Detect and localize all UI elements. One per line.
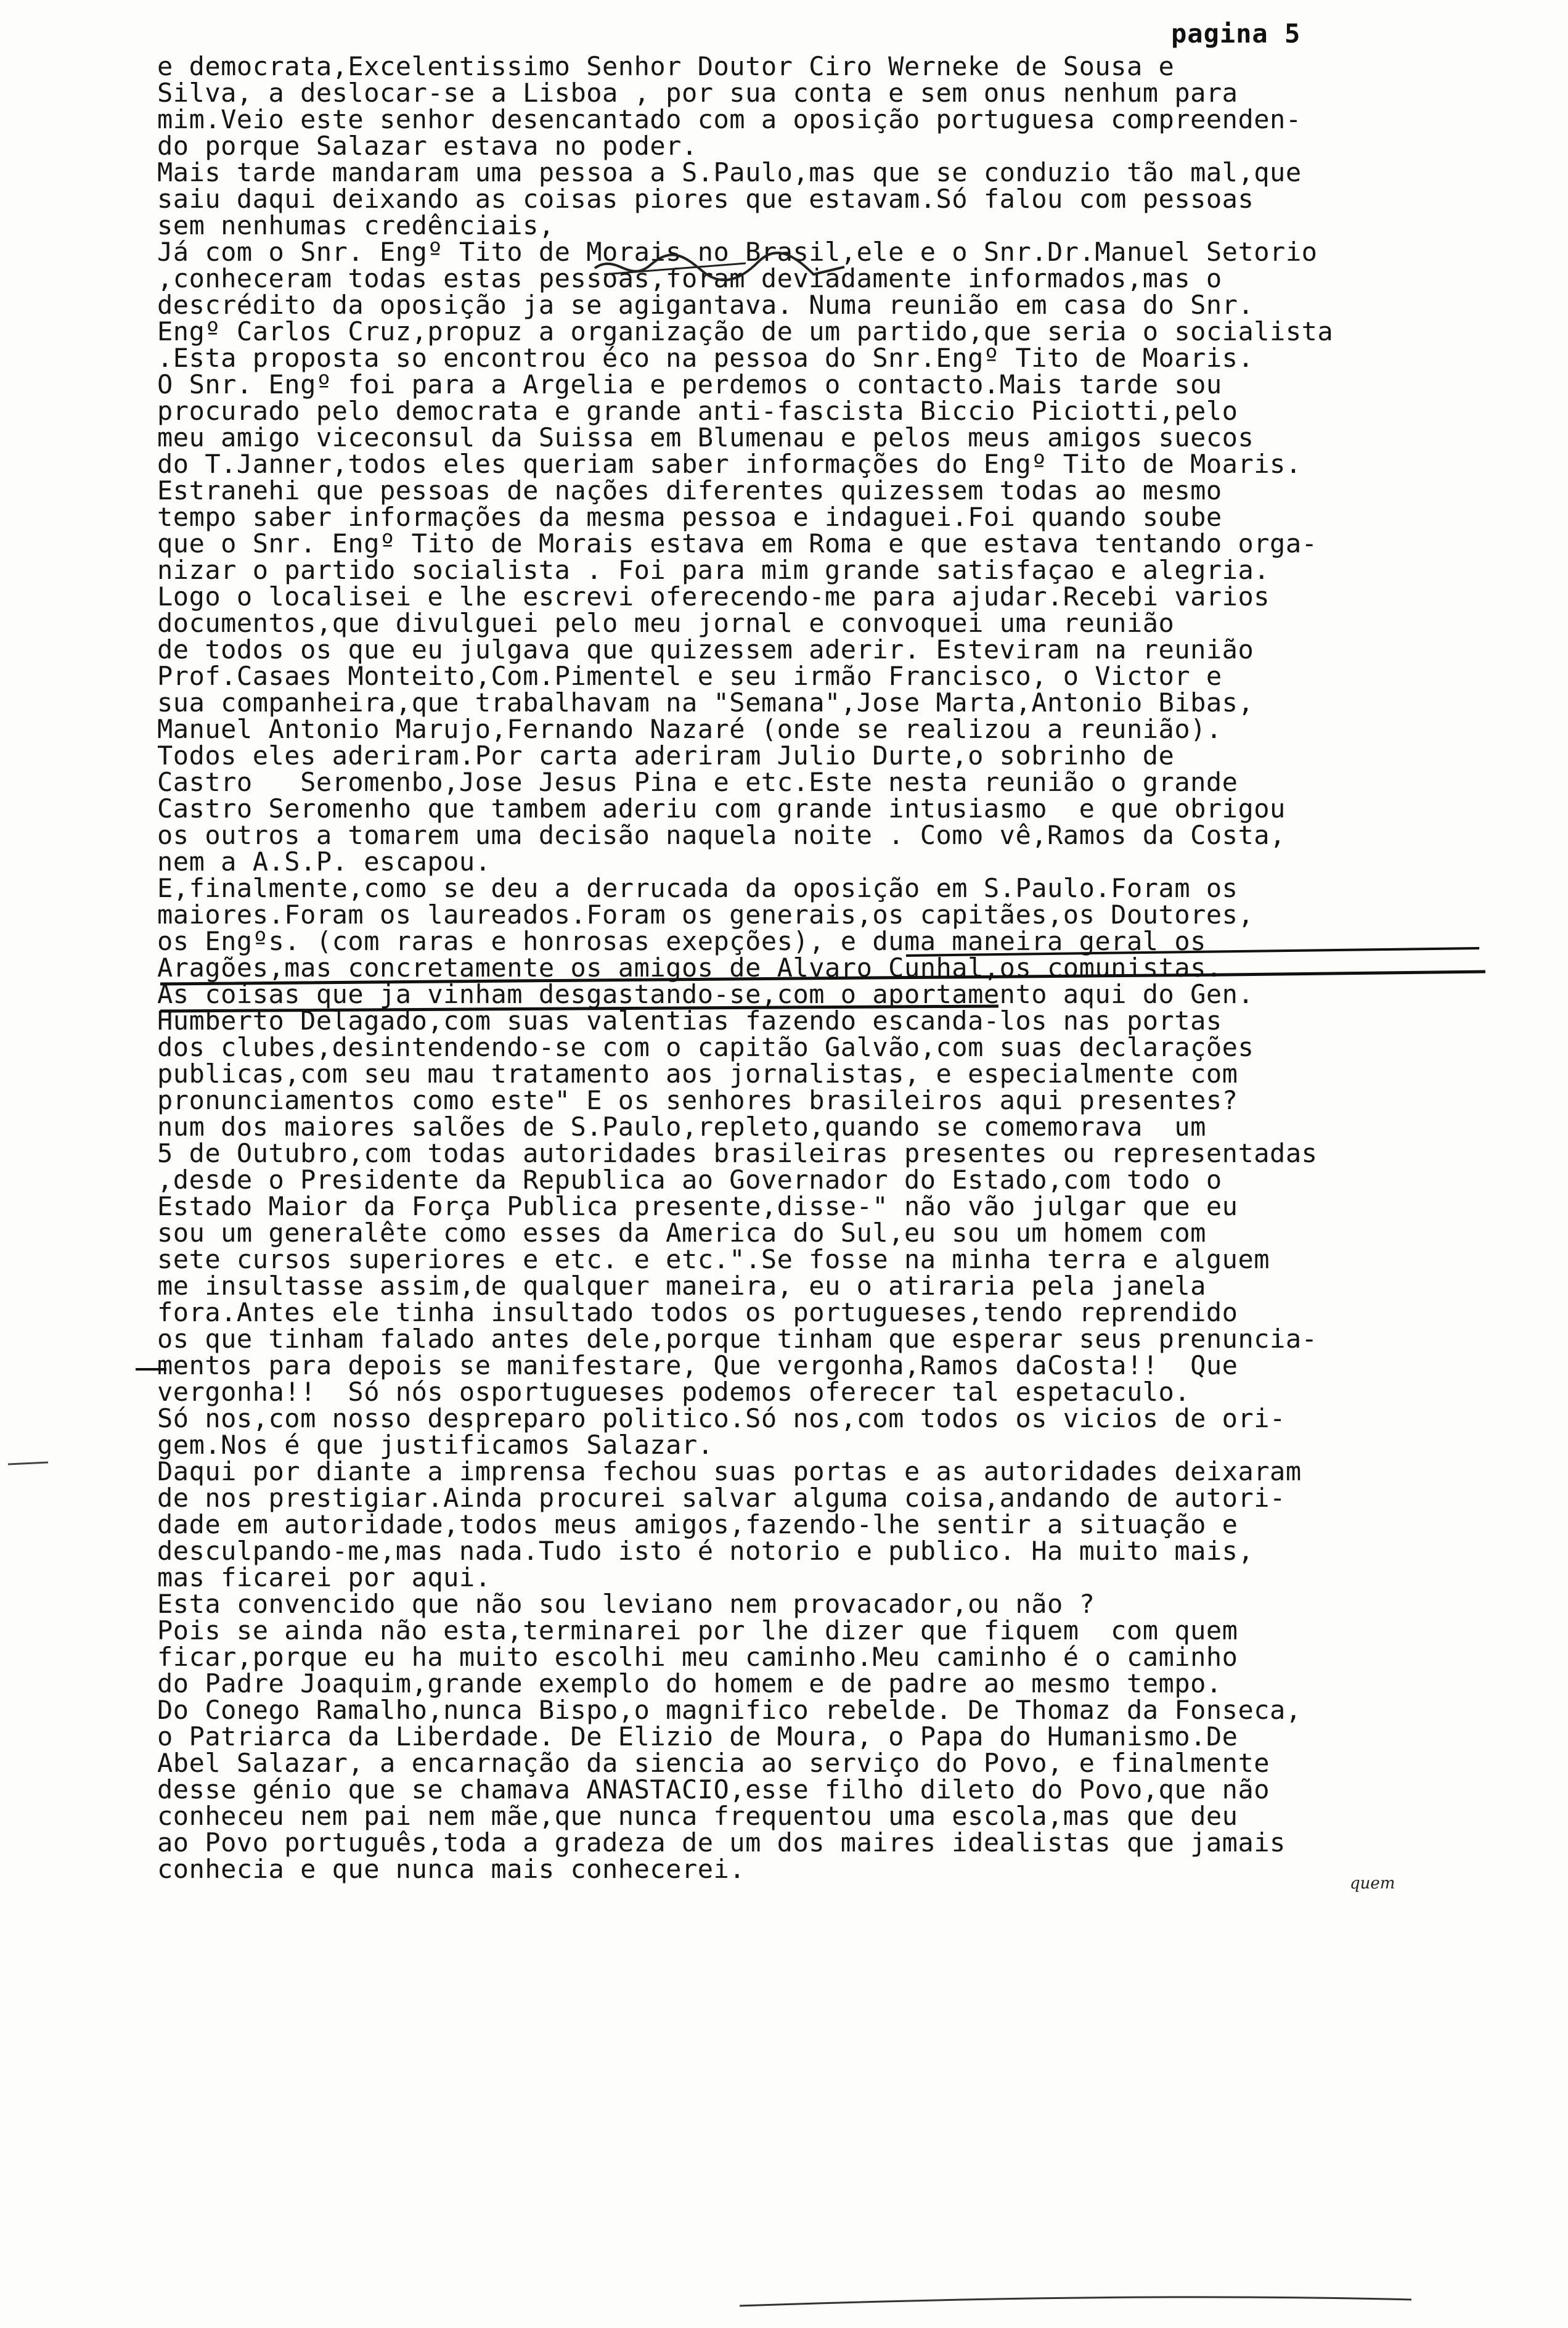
text-line: os que tinham falado antes dele,porque tinham que esperar seus prenuncia- [157,1324,1318,1354]
text-line: desse génio que se chamava ANASTACIO,esse filho dileto do Povo,que não [157,1774,1270,1805]
margin-arrow-mark [129,1360,203,1379]
text-line: nem a A.S.P. escapou. [157,846,491,877]
text-line: ,conheceram todas estas pessoas,foram deviadamente informados,mas o [157,263,1222,293]
text-line: Estado Maior da Força Publica presente,disse-" não vão julgar que eu [157,1191,1238,1221]
text-line: Mais tarde mandaram uma pessoa a S.Paulo,mas que se conduzio tão mal,que [157,157,1302,187]
text-line: mas ficarei por aqui. [157,1562,491,1592]
text-line: dos clubes,desintendendo-se com o capitão Galvão,com suas declarações [157,1032,1254,1062]
text-line: Esta convencido que não sou leviano nem provacador,ou não ? [157,1589,1095,1619]
text-line: Humberto Delagado,com suas valentias fazendo escanda-los nas portas [157,1006,1222,1036]
text-line: nizar o partido socialista . Foi para mim grande satisfaçao e alegria. [157,555,1270,585]
text-line: pronunciamentos como este" E os senhores brasileiros aqui presentes? [157,1085,1238,1115]
text-line: Todos eles aderiram.Por carta aderiram Julio Durte,o sobrinho de [157,740,1175,771]
text-line: que o Snr. Engº Tito de Morais estava em Roma e que estava tentando orga- [157,528,1318,559]
text-line: E,finalmente,como se deu a derrucada da oposição em S.Paulo.Foram os [157,873,1238,903]
text-line: conhecia e que nunca mais conhecerei. [157,1854,746,1884]
text-line: Engº Carlos Cruz,propuz a organização de um partido,que seria o socialista [157,316,1334,346]
text-line: Já com o Snr. Engº Tito de Morais no Brasil,ele e o Snr.Dr.Manuel Setorio [157,237,1318,267]
text-line: documentos,que divulguei pelo meu jornal e convoquei uma reunião [157,608,1175,638]
text-line: publicas,com seu mau tratamento aos jornalistas, e especialmente com [157,1059,1238,1089]
text-line: Pois se ainda não esta,terminarei por lhe dizer que fiquem com quem [157,1615,1238,1646]
text-line: do Padre Joaquim,grande exemplo do homem e de padre ao mesmo tempo. [157,1668,1222,1699]
text-line: saiu daqui deixando as coisas piores que estavam.Só falou com pessoas [157,184,1254,214]
text-line: tempo saber informações da mesma pessoa e indaguei.Foi quando soube [157,502,1222,532]
typewritten-letter-body [157,53,1538,1882]
text-line: Manuel Antonio Marujo,Fernando Nazaré (onde se realizou a reunião). [157,714,1222,744]
text-line: O Snr. Engº foi para a Argelia e perdemos o contacto.Mais tarde sou [157,369,1222,400]
text-line: ficar,porque eu ha muito escolhi meu caminho.Meu caminho é o caminho [157,1642,1238,1672]
text-line: os outros a tomarem uma decisão naquela noite . Como vê,Ramos da Costa, [157,820,1286,850]
text-line: Prof.Casaes Monteito,Com.Pimentel e seu irmão Francisco, o Victor e [157,661,1222,691]
text-line: mim.Veio este senhor desencantado com a oposição portuguesa compreenden- [157,104,1302,134]
text-line: dade em autoridade,todos meus amigos,fazendo-lhe sentir a situação e [157,1509,1238,1539]
margin-tick-mark [5,1455,79,1473]
text-line: fora.Antes ele tinha insultado todos os portugueses,tendo reprendido [157,1297,1238,1327]
text-line: Aragões,mas concretamente os amigos de Alvaro Cunhal,os comunistas. [157,953,1222,983]
text-line: Estranehi que pessoas de nações diferentes quizessem todas ao mesmo [157,475,1222,506]
text-line: vergonha!! Só nós osportugueses podemos oferecer tal espetaculo. [157,1377,1191,1407]
text-line: Do Conego Ramalho,nunca Bispo,o magnifico rebelde. De Thomaz da Fonseca, [157,1695,1302,1725]
text-line: sua companheira,que trabalhavam na "Semana",Jose Marta,Antonio Bibas, [157,687,1254,718]
text-line: sem nenhumas credênciais, [157,210,555,240]
text-line: e democrata,Excelentissimo Senhor Doutor Ciro Werneke de Sousa e [157,51,1175,81]
text-line: Só nos,com nosso despreparo politico.Só nos,com todos os vicios de ori- [157,1403,1286,1433]
text-line: de todos os que eu julgava que quizessem aderir. Esteviram na reunião [157,634,1254,665]
text-line: descrédito da oposição ja se agigantava. Numa reunião em casa do Snr. [157,290,1254,320]
text-line: Castro Seromenho que tambem aderiu com grande intusiasmo e que obrigou [157,793,1286,824]
text-line: num dos maiores salões de S.Paulo,repleto,quando se comemorava um [157,1112,1206,1142]
text-line: conheceu nem pai nem mãe,que nunca frequentou uma escola,mas que deu [157,1801,1238,1831]
text-line: .Esta proposta so encontrou éco na pessoa do Snr.Engº Tito de Moaris. [157,343,1254,373]
text-line: desculpando-me,mas nada.Tudo isto é notorio e publico. Ha muito mais, [157,1536,1254,1566]
text-line: mentos para depois se manifestare, Que vergonha,Ramos daCosta!! Que [157,1350,1238,1380]
text-line: sou um generalête como esses da America do Sul,eu sou um homem com [157,1218,1206,1248]
text-line: do T.Janner,todos eles queriam saber informações do Engº Tito de Moaris. [157,449,1302,479]
text-line: meu amigo viceconsul da Suissa em Blumenau e pelos meus amigos suecos [157,422,1254,453]
text-line: Abel Salazar, a encarnação da siencia ao serviço do Povo, e finalmente [157,1748,1270,1778]
text-line: de nos prestigiar.Ainda procurei salvar alguma coisa,andando de autori- [157,1483,1286,1513]
text-line: o Patriarca da Liberdade. De Elizio de Moura, o Papa do Humanismo.De [157,1721,1238,1752]
text-line: ,desde o Presidente da Republica ao Governador do Estado,com todo o [157,1165,1222,1195]
page-number: pagina 5 [1171,18,1301,49]
text-line: Daqui por diante a imprensa fechou suas portas e as autoridades deixaram [157,1456,1302,1486]
text-line: sete cursos superiores e etc. e etc.".Se fosse na minha terra e alguem [157,1244,1270,1274]
text-line: do porque Salazar estava no poder. [157,131,698,161]
text-line: os Engºs. (com raras e honrosas exepções), e duma maneira geral os [157,926,1206,956]
text-line: 5 de Outubro,com todas autoridades brasileiras presentes ou representadas [157,1138,1318,1168]
text-line: Castro Seromenbo,Jose Jesus Pina e etc.Este nesta reunião o grande [157,767,1238,797]
handwritten-annotation: quem [1350,1874,1395,1893]
text-line: Silva, a deslocar-se a Lisboa , por sua conta e sem onus nenhum para [157,78,1238,108]
text-line: maiores.Foram os laureados.Foram os generais,os capitães,os Doutores, [157,900,1254,930]
text-line: procurado pelo democrata e grande anti-fascista Biccio Piciotti,pelo [157,396,1238,426]
text-line: me insultasse assim,de qualquer maneira, eu o atiraria pela janela [157,1271,1206,1301]
text-line: ao Povo português,toda a gradeza de um dos maires idealistas que jamais [157,1827,1286,1858]
text-line: As coisas que ja vinham desgastando-se,com o aportamento aqui do Gen. [157,979,1254,1009]
bottom-stroke [740,2281,1418,2318]
text-line: Logo o localisei e lhe escrevi oferecendo-me para ajudar.Recebi varios [157,581,1270,612]
text-line: gem.Nos é que justificamos Salazar. [157,1430,714,1460]
